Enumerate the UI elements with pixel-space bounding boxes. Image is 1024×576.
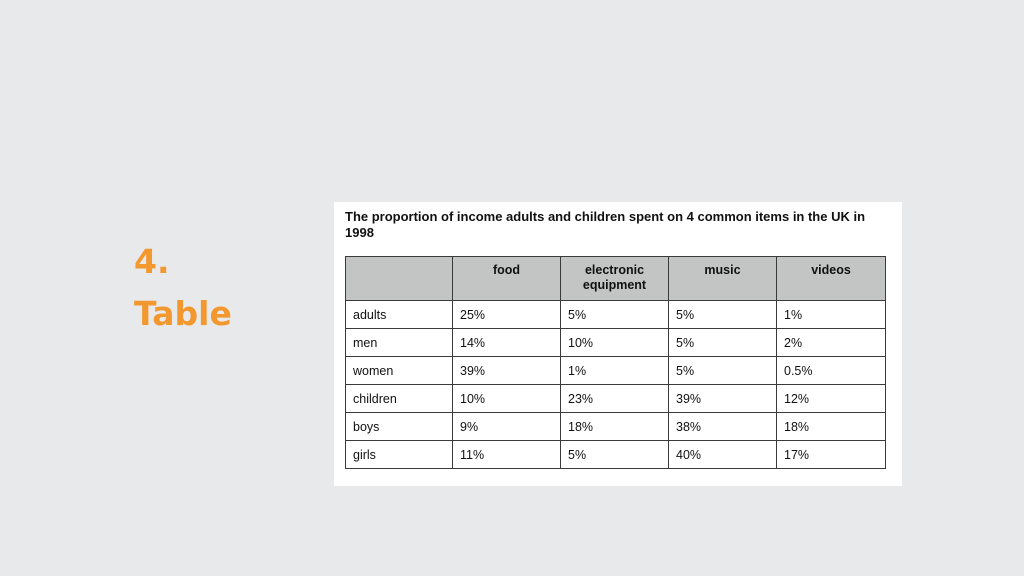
table-row (346, 385, 886, 413)
table-cell: 5% (669, 301, 777, 329)
table-cell: 5% (561, 441, 669, 469)
table-cell: 11% (453, 441, 561, 469)
table-row (346, 441, 886, 469)
table-cell: 5% (561, 301, 669, 329)
table-cell: 25% (453, 301, 561, 329)
header-cell-videos: videos (777, 257, 886, 301)
header-cell-corner (346, 257, 453, 301)
table-cell: 40% (669, 441, 777, 469)
slide-number: 4. (134, 242, 170, 281)
table-figure (334, 202, 902, 486)
row-label: adults (346, 301, 453, 329)
table-cell: 1% (777, 301, 886, 329)
table-cell: 23% (561, 385, 669, 413)
table-cell: 0.5% (777, 357, 886, 385)
row-label: children (346, 385, 453, 413)
table-cell: 10% (453, 385, 561, 413)
header-cell-food: food (453, 257, 561, 301)
row-label: girls (346, 441, 453, 469)
slide-heading (134, 236, 232, 340)
chart-title: The proportion of income adults and children spent on 4 common items in the UK in 1998 (345, 209, 866, 240)
table-cell: 2% (777, 329, 886, 357)
table-cell: 39% (453, 357, 561, 385)
row-label: men (346, 329, 453, 357)
slide-label: Table (134, 294, 232, 333)
header-row (346, 257, 886, 301)
table-cell: 9% (453, 413, 561, 441)
table-cell: 38% (669, 413, 777, 441)
header-cell-music: music (669, 257, 777, 301)
table-cell: 18% (561, 413, 669, 441)
table-cell: 12% (777, 385, 886, 413)
row-label: boys (346, 413, 453, 441)
table-cell: 14% (453, 329, 561, 357)
table-cell: 17% (777, 441, 886, 469)
table-cell: 5% (669, 357, 777, 385)
data-table (345, 256, 886, 469)
table-row (346, 413, 886, 441)
table-cell: 39% (669, 385, 777, 413)
row-label: women (346, 357, 453, 385)
table-cell: 5% (669, 329, 777, 357)
header-cell-electronic-equipment: electronic equipment (561, 257, 669, 301)
table-row (346, 301, 886, 329)
table-cell: 10% (561, 329, 669, 357)
table-row (346, 357, 886, 385)
table-cell: 1% (561, 357, 669, 385)
table-cell: 18% (777, 413, 886, 441)
table-row (346, 329, 886, 357)
